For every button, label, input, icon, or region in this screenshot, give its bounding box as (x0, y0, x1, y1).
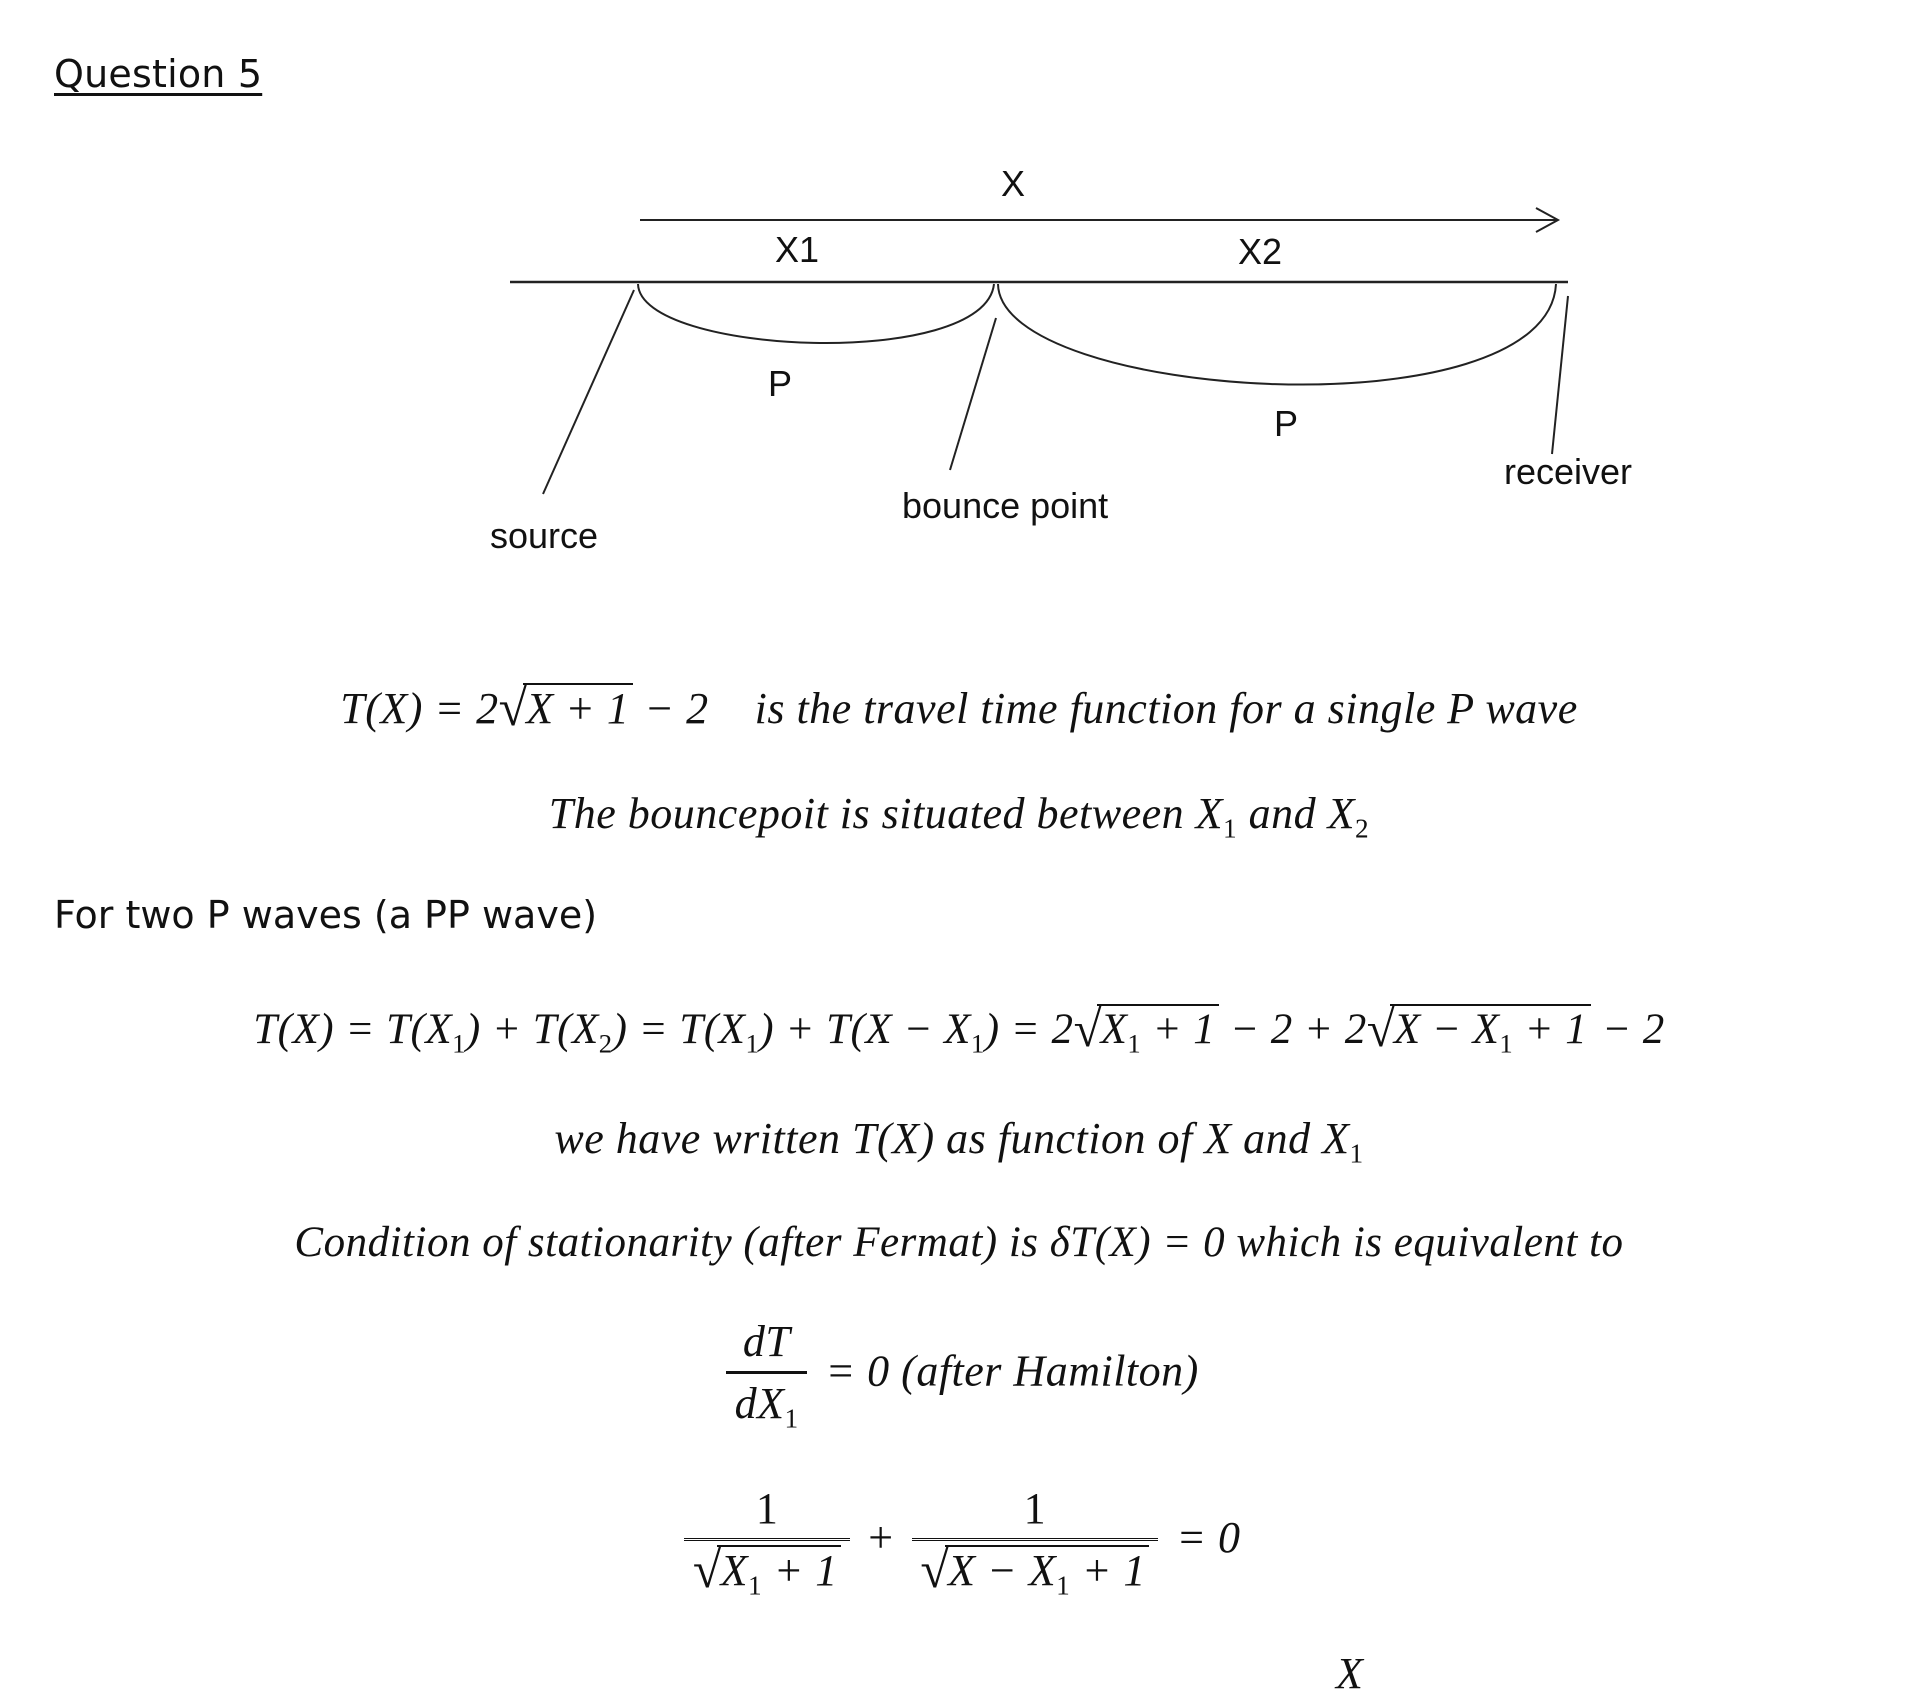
single-p-equation: T(X) = 2√ X + 1 − 2 is the travel time function for a single P wave (0, 683, 1918, 734)
bottom-x-label: X (1336, 1649, 1364, 1698)
source-pointer (543, 290, 634, 494)
label-p-first: P (768, 363, 793, 404)
label-x: X (1001, 163, 1026, 204)
stationarity-condition: Condition of stationarity (after Fermat) is δT(X) = 0 which is equivalent to (294, 1219, 1624, 1266)
pp-wave-diagram (0, 0, 1918, 600)
receiver-pointer (1552, 296, 1568, 454)
label-receiver: receiver (1504, 451, 1633, 492)
label-source: source (490, 515, 599, 556)
page-title: Question 5 (54, 52, 263, 96)
pp-travel-time-equation: $T(X) = T(X_1) + T(X_2) = T(X_1) + T(X - X_1) = 2√$ $X_1 + 1 - 2 + 2√$ $X - X_1 + 1 - 2$ (0, 1004, 1918, 1059)
bounce-pointer (950, 318, 996, 470)
first-fraction: 1 √ $X_1 + 1$ (684, 1483, 850, 1601)
label-bounce-point: bounce point (902, 485, 1109, 526)
p-wave-arc-second (998, 284, 1556, 385)
function-statement: we have written T(X) as function of X and $X_1$ (554, 1114, 1364, 1169)
second-fraction: 1 √ $X - X_1 + 1$ (912, 1483, 1159, 1601)
p-wave-arc-first (638, 284, 994, 343)
label-x1: X1 (775, 229, 820, 270)
label-x2: X2 (1238, 231, 1283, 272)
derivative-fraction: $\frac{dT}{dX_1}$ (726, 1316, 808, 1435)
pp-intro-text: For two P waves (a PP wave) (54, 893, 598, 937)
bounce-statement: The bouncepoit is situated between $X_1$ and $X_2$ (548, 789, 1370, 844)
derivative-equation: $\frac{dT}{dX_1}$ = 0 (after Hamilton) (0, 1316, 1918, 1435)
label-p-second: P (1274, 403, 1299, 444)
sum-equation: 1 √ $X_1 + 1$ + 1 √ $X - X_1 + 1$ = 0 (0, 1483, 1918, 1601)
